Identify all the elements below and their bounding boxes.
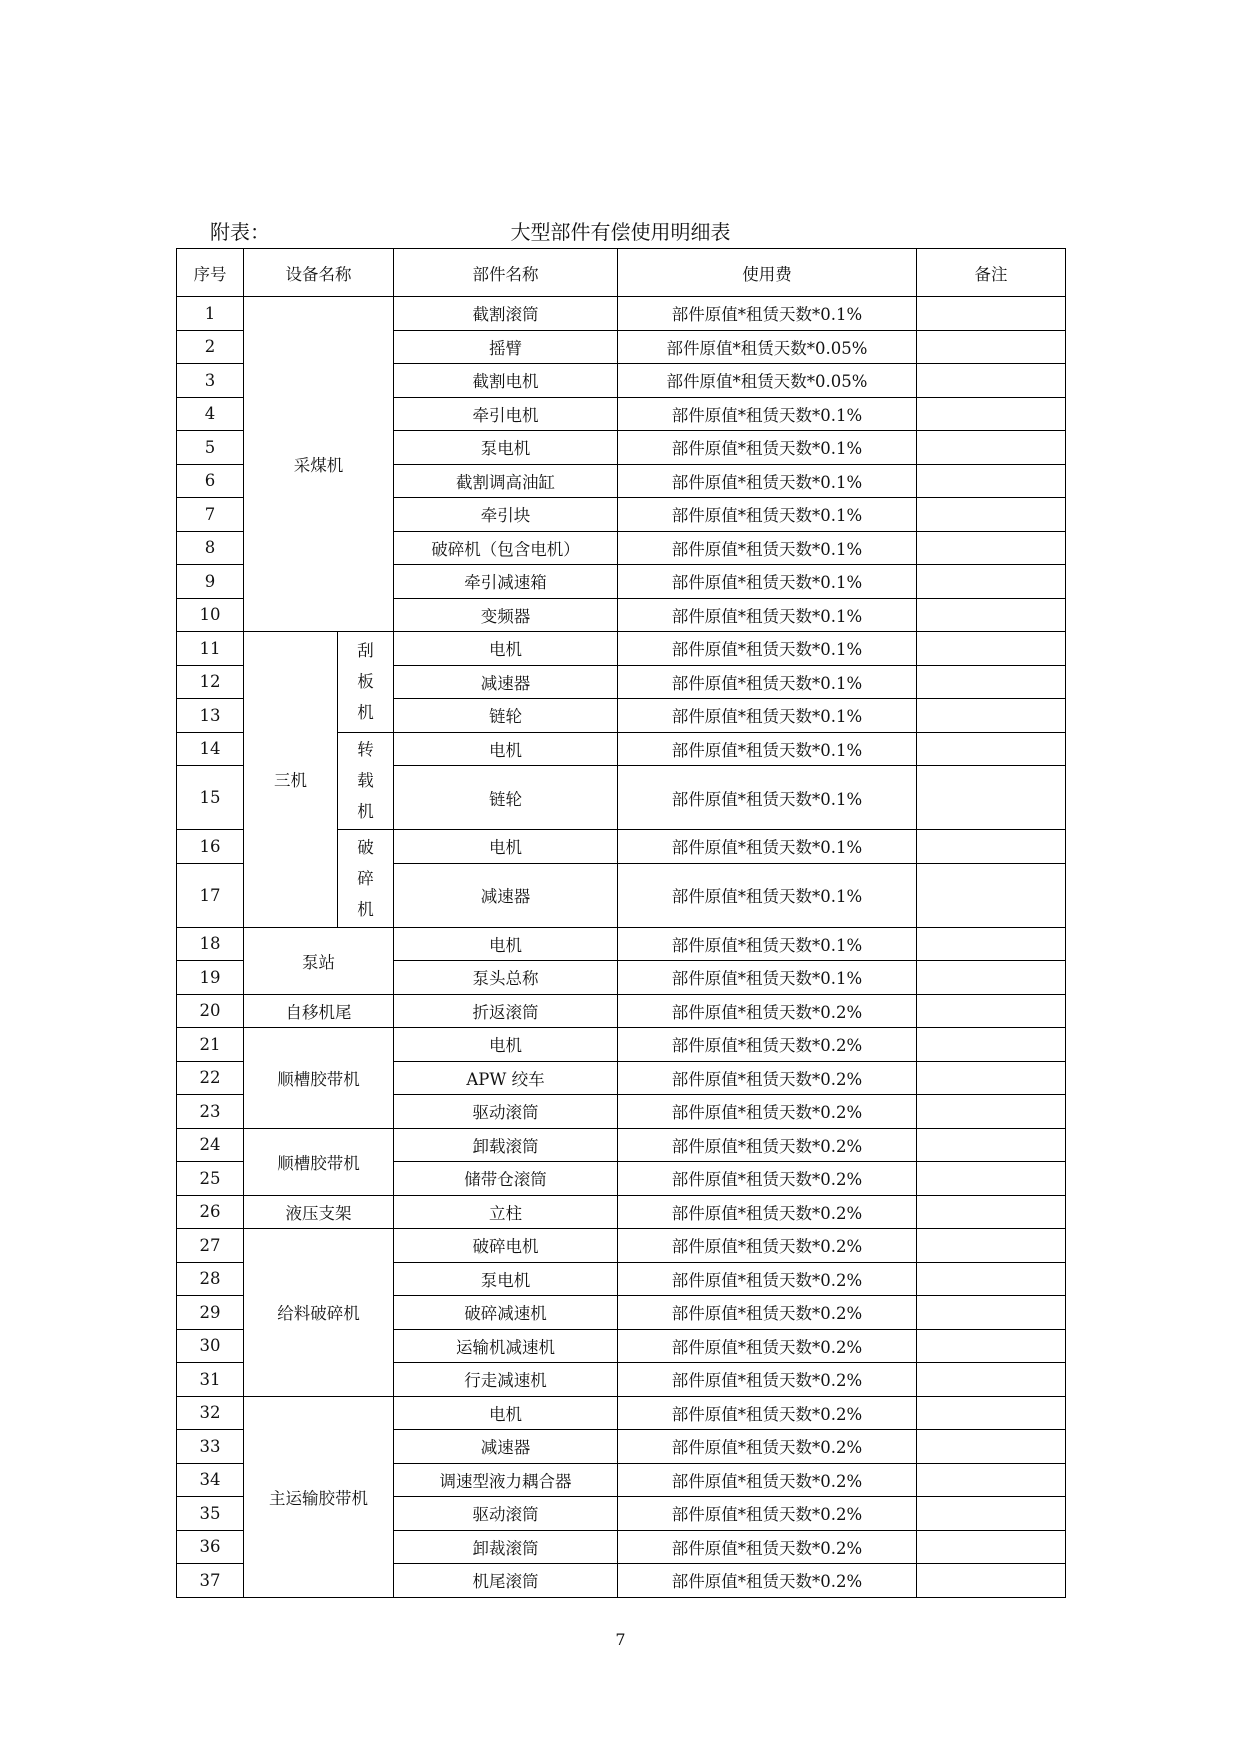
remark-cell bbox=[917, 1095, 1066, 1129]
remark-cell bbox=[917, 1296, 1066, 1330]
part-name: 破碎减速机 bbox=[394, 1296, 618, 1330]
row-no: 2 bbox=[177, 330, 244, 364]
device-group: 自移机尾 bbox=[244, 994, 394, 1028]
remark-cell bbox=[917, 498, 1066, 532]
remark-cell bbox=[917, 732, 1066, 766]
fee-formula: 部件原值*租赁天数*0.2% bbox=[618, 1497, 917, 1531]
row-no: 1 bbox=[177, 297, 244, 331]
fee-formula: 部件原值*租赁天数*0.1% bbox=[618, 565, 917, 599]
remark-cell bbox=[917, 1061, 1066, 1095]
part-name: 运输机减速机 bbox=[394, 1329, 618, 1363]
part-name: 电机 bbox=[394, 1396, 618, 1430]
fee-formula: 部件原值*租赁天数*0.2% bbox=[618, 1195, 917, 1229]
fee-formula: 部件原值*租赁天数*0.2% bbox=[618, 1564, 917, 1598]
part-name: 电机 bbox=[394, 1028, 618, 1062]
remark-cell bbox=[917, 830, 1066, 864]
device-subgroup bbox=[338, 830, 394, 928]
table-row bbox=[177, 1195, 1066, 1229]
header-row bbox=[177, 249, 1066, 297]
remark-cell bbox=[917, 632, 1066, 666]
remark-cell bbox=[917, 1329, 1066, 1363]
fee-formula: 部件原值*租赁天数*0.05% bbox=[618, 364, 917, 398]
remark-cell bbox=[917, 565, 1066, 599]
remark-cell bbox=[917, 364, 1066, 398]
part-name: 变频器 bbox=[394, 598, 618, 632]
subgroup-char: 转 bbox=[357, 740, 374, 760]
row-no: 35 bbox=[177, 1497, 244, 1531]
row-no: 4 bbox=[177, 397, 244, 431]
fee-formula: 部件原值*租赁天数*0.2% bbox=[618, 1128, 917, 1162]
table-row bbox=[177, 632, 1066, 666]
row-no: 12 bbox=[177, 665, 244, 699]
remark-cell bbox=[917, 330, 1066, 364]
fee-formula: 部件原值*租赁天数*0.2% bbox=[618, 1229, 917, 1263]
part-name: 驱动滚筒 bbox=[394, 1497, 618, 1531]
fee-formula: 部件原值*租赁天数*0.1% bbox=[618, 464, 917, 498]
remark-cell bbox=[917, 1530, 1066, 1564]
remark-cell bbox=[917, 766, 1066, 830]
row-no: 33 bbox=[177, 1430, 244, 1464]
device-subgroup bbox=[338, 632, 394, 733]
row-no: 16 bbox=[177, 830, 244, 864]
remark-cell bbox=[917, 1564, 1066, 1598]
part-name: APW 绞车 bbox=[394, 1061, 618, 1095]
row-no: 29 bbox=[177, 1296, 244, 1330]
fee-formula: 部件原值*租赁天数*0.1% bbox=[618, 632, 917, 666]
row-no: 36 bbox=[177, 1530, 244, 1564]
subgroup-char: 机 bbox=[357, 703, 374, 723]
remark-cell bbox=[917, 863, 1066, 927]
fee-formula: 部件原值*租赁天数*0.1% bbox=[618, 766, 917, 830]
part-name: 摇臂 bbox=[394, 330, 618, 364]
part-name: 电机 bbox=[394, 927, 618, 961]
subgroup-char: 破 bbox=[357, 837, 374, 857]
fee-formula: 部件原值*租赁天数*0.1% bbox=[618, 927, 917, 961]
fee-formula: 部件原值*租赁天数*0.2% bbox=[618, 1095, 917, 1129]
appendix-label: 附表： bbox=[210, 220, 270, 244]
remark-cell bbox=[917, 464, 1066, 498]
row-no: 22 bbox=[177, 1061, 244, 1095]
part-name: 链轮 bbox=[394, 699, 618, 733]
row-no: 20 bbox=[177, 994, 244, 1028]
fee-formula: 部件原值*租赁天数*0.2% bbox=[618, 1028, 917, 1062]
fee-formula: 部件原值*租赁天数*0.2% bbox=[618, 1463, 917, 1497]
row-no: 18 bbox=[177, 927, 244, 961]
part-name: 牵引减速箱 bbox=[394, 565, 618, 599]
subgroup-char: 板 bbox=[357, 672, 374, 692]
part-name: 截割调高油缸 bbox=[394, 464, 618, 498]
row-no: 9 bbox=[177, 565, 244, 599]
table-row bbox=[177, 297, 1066, 331]
fee-formula: 部件原值*租赁天数*0.05% bbox=[618, 330, 917, 364]
remark-cell bbox=[917, 994, 1066, 1028]
page-number: 7 bbox=[615, 1630, 626, 1649]
fee-formula: 部件原值*租赁天数*0.2% bbox=[618, 1363, 917, 1397]
part-name: 泵头总称 bbox=[394, 961, 618, 995]
row-no: 10 bbox=[177, 598, 244, 632]
part-name: 卸裁滚筒 bbox=[394, 1530, 618, 1564]
subgroup-char: 碎 bbox=[357, 868, 374, 888]
fee-formula: 部件原值*租赁天数*0.1% bbox=[618, 397, 917, 431]
part-name: 电机 bbox=[394, 830, 618, 864]
part-name: 泵电机 bbox=[394, 1262, 618, 1296]
remark-cell bbox=[917, 531, 1066, 565]
remark-cell bbox=[917, 1128, 1066, 1162]
row-no: 11 bbox=[177, 632, 244, 666]
device-group: 给料破碎机 bbox=[244, 1229, 394, 1397]
part-name: 截割滚筒 bbox=[394, 297, 618, 331]
fee-formula: 部件原值*租赁天数*0.1% bbox=[618, 665, 917, 699]
remark-cell bbox=[917, 699, 1066, 733]
fee-formula: 部件原值*租赁天数*0.2% bbox=[618, 994, 917, 1028]
fee-formula: 部件原值*租赁天数*0.1% bbox=[618, 531, 917, 565]
device-group: 泵站 bbox=[244, 927, 394, 994]
row-no: 17 bbox=[177, 863, 244, 927]
part-name: 储带仓滚筒 bbox=[394, 1162, 618, 1196]
part-name: 截割电机 bbox=[394, 364, 618, 398]
remark-cell bbox=[917, 1396, 1066, 1430]
parts-fee-table bbox=[176, 248, 1066, 1598]
row-no: 27 bbox=[177, 1229, 244, 1263]
remark-cell bbox=[917, 1162, 1066, 1196]
fee-formula: 部件原值*租赁天数*0.1% bbox=[618, 598, 917, 632]
row-no: 37 bbox=[177, 1564, 244, 1598]
part-name: 链轮 bbox=[394, 766, 618, 830]
fee-formula: 部件原值*租赁天数*0.2% bbox=[618, 1329, 917, 1363]
remark-cell bbox=[917, 1195, 1066, 1229]
fee-formula: 部件原值*租赁天数*0.1% bbox=[618, 732, 917, 766]
fee-formula: 部件原值*租赁天数*0.1% bbox=[618, 431, 917, 465]
device-group: 顺槽胶带机 bbox=[244, 1128, 394, 1195]
remark-cell bbox=[917, 1463, 1066, 1497]
fee-formula: 部件原值*租赁天数*0.2% bbox=[618, 1061, 917, 1095]
row-no: 21 bbox=[177, 1028, 244, 1062]
row-no: 26 bbox=[177, 1195, 244, 1229]
remark-cell bbox=[917, 665, 1066, 699]
fee-formula: 部件原值*租赁天数*0.1% bbox=[618, 830, 917, 864]
row-no: 6 bbox=[177, 464, 244, 498]
device-group: 顺槽胶带机 bbox=[244, 1028, 394, 1129]
remark-cell bbox=[917, 1229, 1066, 1263]
fee-formula: 部件原值*租赁天数*0.2% bbox=[618, 1296, 917, 1330]
part-name: 牵引电机 bbox=[394, 397, 618, 431]
part-name: 立柱 bbox=[394, 1195, 618, 1229]
device-group: 主运输胶带机 bbox=[244, 1396, 394, 1597]
part-name: 电机 bbox=[394, 732, 618, 766]
row-no: 19 bbox=[177, 961, 244, 995]
remark-cell bbox=[917, 1363, 1066, 1397]
remark-cell bbox=[917, 927, 1066, 961]
fee-formula: 部件原值*租赁天数*0.2% bbox=[618, 1162, 917, 1196]
table-row bbox=[177, 1396, 1066, 1430]
row-no: 5 bbox=[177, 431, 244, 465]
table-row bbox=[177, 927, 1066, 961]
remark-cell bbox=[917, 1028, 1066, 1062]
row-no: 15 bbox=[177, 766, 244, 830]
fee-formula: 部件原值*租赁天数*0.2% bbox=[618, 1530, 917, 1564]
subgroup-char: 机 bbox=[357, 802, 374, 822]
device-group: 采煤机 bbox=[244, 297, 394, 632]
part-name: 牵引块 bbox=[394, 498, 618, 532]
fee-formula: 部件原值*租赁天数*0.1% bbox=[618, 699, 917, 733]
row-no: 7 bbox=[177, 498, 244, 532]
header-device: 设备名称 bbox=[244, 249, 394, 297]
table-title: 大型部件有偿使用明细表 bbox=[510, 220, 731, 244]
fee-formula: 部件原值*租赁天数*0.2% bbox=[618, 1396, 917, 1430]
table-row bbox=[177, 1229, 1066, 1263]
subgroup-char: 刮 bbox=[357, 641, 374, 661]
title-line bbox=[0, 217, 1241, 247]
header-seq: 序号 bbox=[177, 249, 244, 297]
row-no: 28 bbox=[177, 1262, 244, 1296]
table-row bbox=[177, 1028, 1066, 1062]
part-name: 机尾滚筒 bbox=[394, 1564, 618, 1598]
subgroup-char: 载 bbox=[357, 771, 374, 791]
header-part: 部件名称 bbox=[394, 249, 618, 297]
row-no: 30 bbox=[177, 1329, 244, 1363]
part-name: 减速器 bbox=[394, 863, 618, 927]
device-subgroup bbox=[338, 732, 394, 830]
row-no: 34 bbox=[177, 1463, 244, 1497]
part-name: 破碎电机 bbox=[394, 1229, 618, 1263]
row-no: 32 bbox=[177, 1396, 244, 1430]
row-no: 8 bbox=[177, 531, 244, 565]
remark-cell bbox=[917, 598, 1066, 632]
header-fee: 使用费 bbox=[618, 249, 917, 297]
fee-formula: 部件原值*租赁天数*0.1% bbox=[618, 961, 917, 995]
part-name: 调速型液力耦合器 bbox=[394, 1463, 618, 1497]
table-row bbox=[177, 994, 1066, 1028]
remark-cell bbox=[917, 1497, 1066, 1531]
part-name: 破碎机（包含电机） bbox=[394, 531, 618, 565]
part-name: 折返滚筒 bbox=[394, 994, 618, 1028]
row-no: 14 bbox=[177, 732, 244, 766]
row-no: 31 bbox=[177, 1363, 244, 1397]
row-no: 13 bbox=[177, 699, 244, 733]
header-remark: 备注 bbox=[917, 249, 1066, 297]
row-no: 24 bbox=[177, 1128, 244, 1162]
row-no: 23 bbox=[177, 1095, 244, 1129]
row-no: 25 bbox=[177, 1162, 244, 1196]
remark-cell bbox=[917, 397, 1066, 431]
part-name: 行走减速机 bbox=[394, 1363, 618, 1397]
remark-cell bbox=[917, 297, 1066, 331]
remark-cell bbox=[917, 1262, 1066, 1296]
fee-formula: 部件原值*租赁天数*0.1% bbox=[618, 863, 917, 927]
part-name: 泵电机 bbox=[394, 431, 618, 465]
table-row bbox=[177, 1128, 1066, 1162]
part-name: 卸载滚筒 bbox=[394, 1128, 618, 1162]
fee-formula: 部件原值*租赁天数*0.1% bbox=[618, 297, 917, 331]
row-no: 3 bbox=[177, 364, 244, 398]
part-name: 电机 bbox=[394, 632, 618, 666]
device-group: 液压支架 bbox=[244, 1195, 394, 1229]
remark-cell bbox=[917, 961, 1066, 995]
fee-formula: 部件原值*租赁天数*0.2% bbox=[618, 1430, 917, 1464]
fee-formula: 部件原值*租赁天数*0.1% bbox=[618, 498, 917, 532]
device-group: 三机 bbox=[244, 632, 338, 928]
part-name: 减速器 bbox=[394, 1430, 618, 1464]
part-name: 减速器 bbox=[394, 665, 618, 699]
remark-cell bbox=[917, 1430, 1066, 1464]
subgroup-char: 机 bbox=[357, 899, 374, 919]
remark-cell bbox=[917, 431, 1066, 465]
part-name: 驱动滚筒 bbox=[394, 1095, 618, 1129]
fee-formula: 部件原值*租赁天数*0.2% bbox=[618, 1262, 917, 1296]
